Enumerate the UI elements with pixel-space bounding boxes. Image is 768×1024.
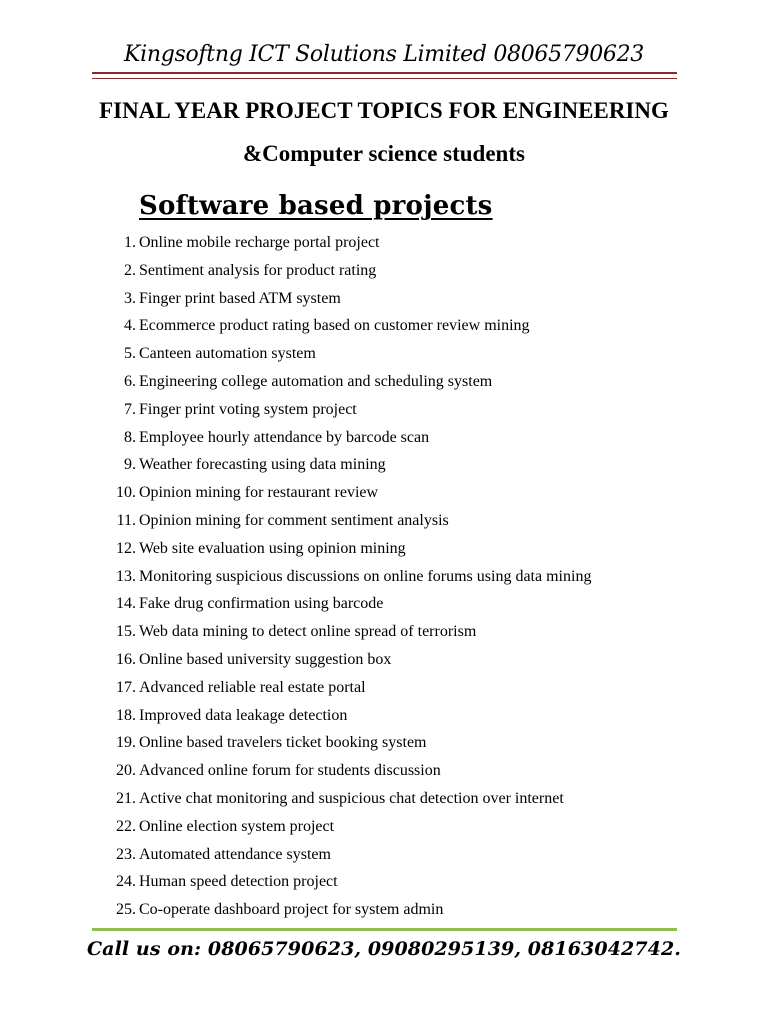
project-item <box>0 259 768 287</box>
project-item <box>0 870 768 898</box>
project-number: 5. <box>124 345 136 363</box>
project-item <box>0 759 768 787</box>
project-title: Improved data leakage detection <box>139 706 348 724</box>
project-title: Active chat monitoring and suspicious chat detection over internet <box>139 789 564 807</box>
footer-contact-numbers: Call us on: 08065790623, 09080295139, 08163042742. <box>86 938 682 960</box>
project-title: Opinion mining for restaurant review <box>139 484 379 502</box>
project-title: Online election system project <box>139 817 335 835</box>
project-item <box>0 481 768 509</box>
project-number: 17. <box>116 678 136 696</box>
project-item <box>0 676 768 704</box>
project-number: 12. <box>116 539 136 557</box>
project-title: Online mobile recharge portal project <box>139 234 380 251</box>
project-title: Automated attendance system <box>139 845 331 863</box>
project-number: 21. <box>116 789 136 807</box>
project-item <box>0 565 768 593</box>
project-title: Monitoring suspicious discussions on online forums using data mining <box>139 567 592 585</box>
project-number: 14. <box>116 595 136 613</box>
project-number: 9. <box>124 456 136 474</box>
project-title: Online based university suggestion box <box>139 650 392 668</box>
project-title: Advanced reliable real estate portal <box>139 678 366 696</box>
project-item <box>0 342 768 370</box>
project-item <box>0 453 768 481</box>
project-item <box>0 287 768 315</box>
project-item <box>0 426 768 454</box>
project-number: 13. <box>116 567 136 585</box>
project-title: Co-operate dashboard project for system admin <box>139 901 444 919</box>
project-title: Advanced online forum for students discussion <box>139 762 441 780</box>
project-item <box>0 231 768 259</box>
project-item <box>0 648 768 676</box>
project-number: 7. <box>124 400 136 418</box>
project-title: Engineering college automation and scheduling system <box>139 372 493 390</box>
project-item <box>0 537 768 565</box>
project-title: Finger print based ATM system <box>139 289 341 307</box>
project-item <box>0 398 768 426</box>
project-title: Employee hourly attendance by barcode scan <box>139 428 430 446</box>
project-title: Fake drug confirmation using barcode <box>139 595 384 613</box>
project-item <box>0 620 768 648</box>
project-title: Web site evaluation using opinion mining <box>139 539 406 557</box>
project-number: 4. <box>124 317 136 335</box>
footer-divider <box>92 928 677 931</box>
project-number: 11. <box>116 511 136 529</box>
project-item <box>0 815 768 843</box>
project-number: 24. <box>116 873 136 891</box>
project-item <box>0 898 768 926</box>
project-title: Canteen automation system <box>139 345 316 363</box>
project-number: 8. <box>124 428 136 446</box>
project-number: 18. <box>116 706 136 724</box>
project-title: Weather forecasting using data mining <box>139 456 386 474</box>
header-title: Kingsoftng ICT Solutions Limited 08065790623 <box>123 42 645 67</box>
project-number: 3. <box>124 289 136 307</box>
project-item <box>0 509 768 537</box>
project-title: Ecommerce product rating based on customer review mining <box>139 317 530 335</box>
project-number: 6. <box>124 372 136 390</box>
project-title: Human speed detection project <box>139 873 338 891</box>
project-title: Online based travelers ticket booking system <box>139 734 427 752</box>
project-number: 15. <box>116 623 136 641</box>
project-item <box>0 592 768 620</box>
project-number: 16. <box>116 650 136 668</box>
project-number: 1. <box>124 234 136 251</box>
project-item <box>0 704 768 732</box>
project-number: 20. <box>116 762 136 780</box>
project-title: Opinion mining for comment sentiment analysis <box>139 511 449 529</box>
project-title: Sentiment analysis for product rating <box>139 261 377 279</box>
document-heading-line-1: FINAL YEAR PROJECT TOPICS FOR ENGINEERING <box>99 98 669 123</box>
project-number: 25. <box>116 901 136 919</box>
project-number: 23. <box>116 845 136 863</box>
project-item <box>0 787 768 815</box>
project-item <box>0 843 768 871</box>
project-number: 2. <box>124 261 136 279</box>
project-number: 22. <box>116 817 136 835</box>
project-title: Web data mining to detect online spread of terrorism <box>139 623 477 641</box>
project-item <box>0 370 768 398</box>
project-number: 19. <box>116 734 136 752</box>
project-title: Finger print voting system project <box>139 400 357 418</box>
project-item <box>0 314 768 342</box>
project-item <box>0 731 768 759</box>
project-number: 10. <box>116 484 136 502</box>
header-divider <box>92 72 677 79</box>
section-title: Software based projects <box>139 191 493 221</box>
document-heading-line-2: &Computer science students <box>243 141 525 166</box>
project-list <box>0 231 768 926</box>
